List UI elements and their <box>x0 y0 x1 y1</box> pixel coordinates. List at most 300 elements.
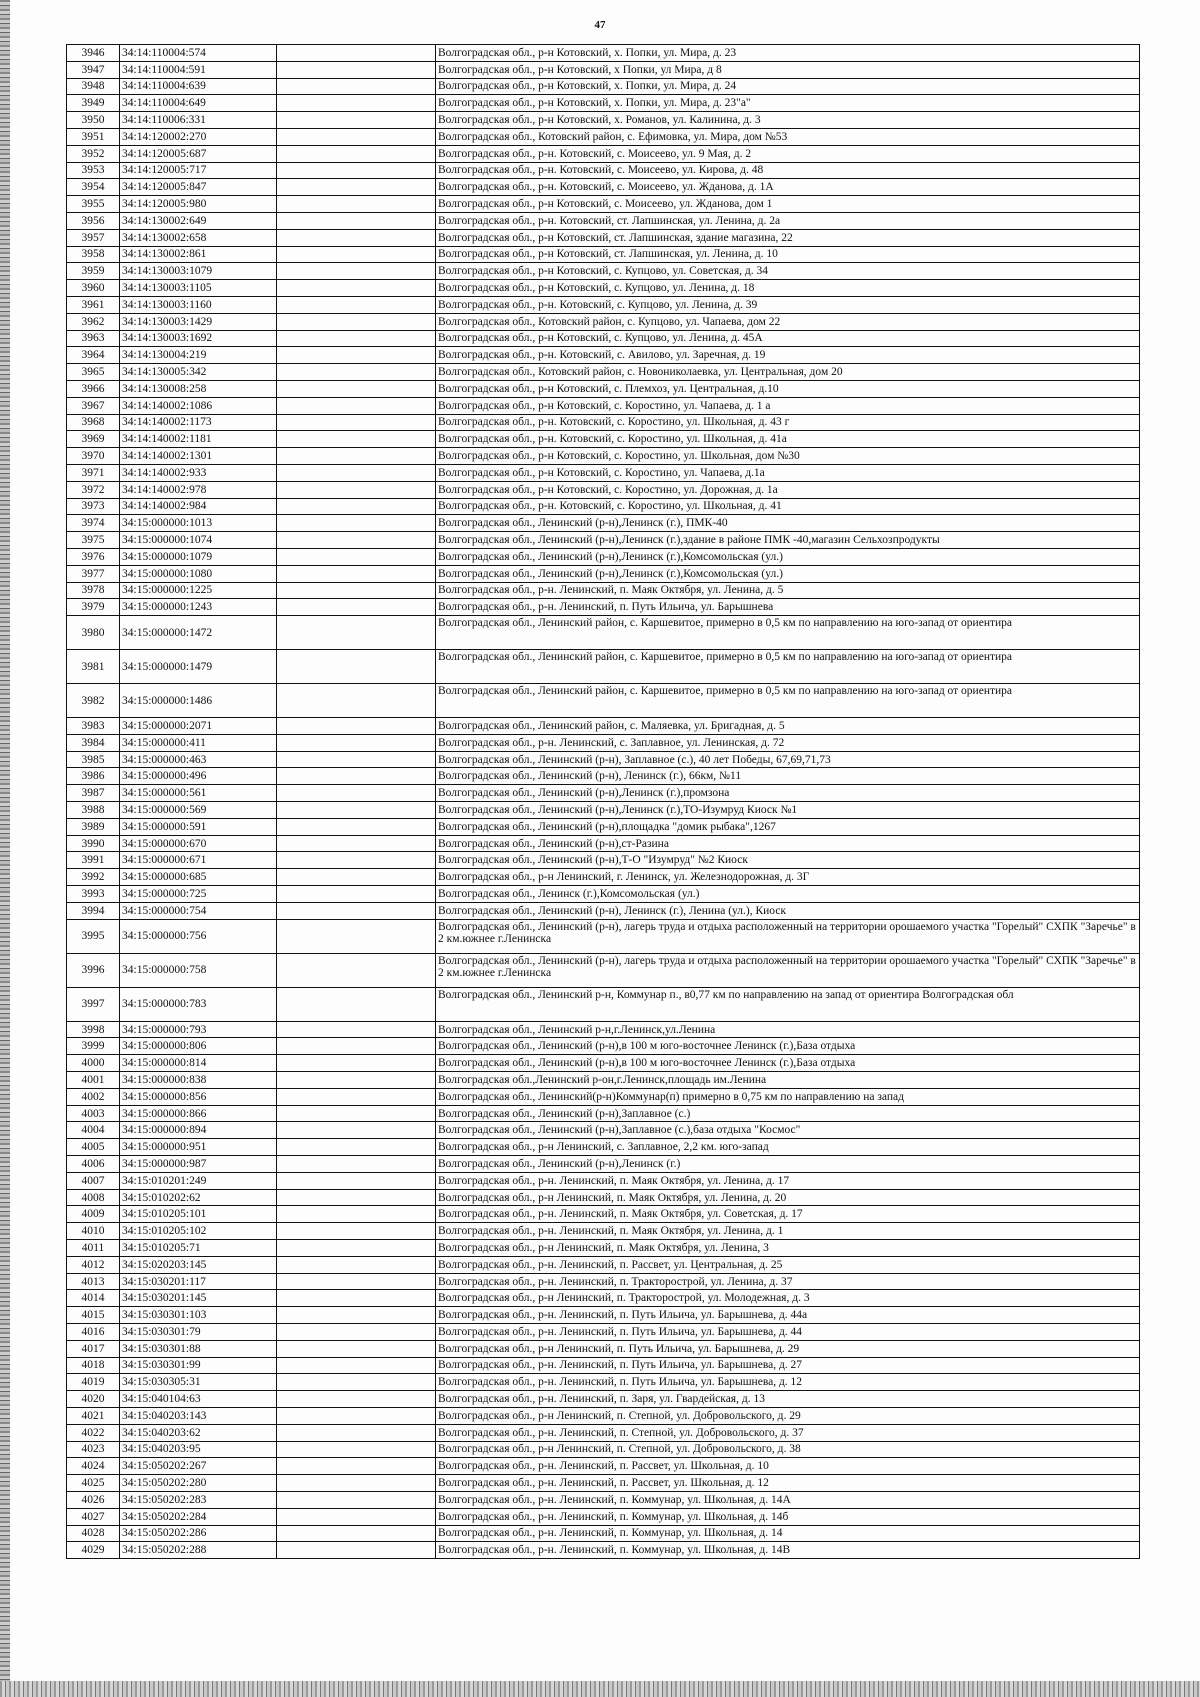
empty-cell <box>277 128 436 145</box>
table-row <box>67 212 1140 229</box>
table-row <box>67 380 1140 397</box>
table-row <box>67 313 1140 330</box>
cadastral-number-cell: 34:15:000000:463 <box>120 751 277 768</box>
empty-cell <box>277 347 436 364</box>
address-cell: Волгоградская обл., Ленинский (р-н),Ленинск (г.), ПМК-40 <box>436 515 1140 532</box>
registry-table <box>66 44 1140 1559</box>
row-number-cell: 4015 <box>67 1307 120 1324</box>
cadastral-number-cell: 34:14:130003:1105 <box>120 280 277 297</box>
empty-cell <box>277 1273 436 1290</box>
empty-cell <box>277 599 436 616</box>
cadastral-number-cell: 34:15:000000:1486 <box>120 684 277 718</box>
address-cell: Волгоградская обл., Котовский район, с. Ефимовка, ул. Мира, дом №53 <box>436 128 1140 145</box>
address-cell: Волгоградская обл., Ленинский (р-н),Ленинск (г.),ТО-Изумруд Киоск №1 <box>436 802 1140 819</box>
empty-cell <box>277 1374 436 1391</box>
address-cell: Волгоградская обл., р-н. Ленинский, п. Рассвет, ул. Центральная, д. 25 <box>436 1256 1140 1273</box>
table-row <box>67 229 1140 246</box>
table-row <box>67 1424 1140 1441</box>
empty-cell <box>277 987 436 1021</box>
cadastral-number-cell: 34:15:000000:793 <box>120 1021 277 1038</box>
empty-cell <box>277 162 436 179</box>
table-row <box>67 296 1140 313</box>
row-number-cell: 3993 <box>67 886 120 903</box>
table-row <box>67 902 1140 919</box>
table-row <box>67 1172 1140 1189</box>
empty-cell <box>277 1105 436 1122</box>
address-cell: Волгоградская обл., р-н. Ленинский, п. Путь Ильича, ул. Барышнева, д. 44 <box>436 1324 1140 1341</box>
address-cell: Волгоградская обл., Ленинский (р-н), Ленинск (г.), 66км, №11 <box>436 768 1140 785</box>
cadastral-number-cell: 34:15:010205:71 <box>120 1240 277 1257</box>
table-row <box>67 45 1140 62</box>
table-row <box>67 1038 1140 1055</box>
empty-cell <box>277 1072 436 1089</box>
cadastral-number-cell: 34:15:010201:249 <box>120 1172 277 1189</box>
cadastral-number-cell: 34:15:000000:814 <box>120 1055 277 1072</box>
row-number-cell: 4011 <box>67 1240 120 1257</box>
address-cell: Волгоградская обл., р-н. Котовский, с. Моисеево, ул. Кирова, д. 48 <box>436 162 1140 179</box>
table-row <box>67 1055 1140 1072</box>
table-row <box>67 1542 1140 1559</box>
cadastral-number-cell: 34:15:000000:783 <box>120 987 277 1021</box>
row-number-cell: 3965 <box>67 364 120 381</box>
table-row <box>67 802 1140 819</box>
address-cell: Волгоградская обл., Ленинский (р-н),Ленинск (г.),промзона <box>436 785 1140 802</box>
empty-cell <box>277 229 436 246</box>
cadastral-number-cell: 34:15:030301:88 <box>120 1340 277 1357</box>
table-row <box>67 1374 1140 1391</box>
cadastral-number-cell: 34:15:030201:145 <box>120 1290 277 1307</box>
address-cell: Волгоградская обл., Ленинский (р-н), лагерь труда и отдыха расположенный на территории орошаемого участка "Горелый" СХПК "Заречье" в 2 км.южнее г.Ленинска <box>436 919 1140 953</box>
row-number-cell: 3964 <box>67 347 120 364</box>
address-cell: Волгоградская обл., р-н. Ленинский, п. Маяк Октября, ул. Ленина, д. 17 <box>436 1172 1140 1189</box>
address-cell: Волгоградская обл., р-н Ленинский, с. Заплавное, 2,2 км. юго-запад <box>436 1139 1140 1156</box>
table-row <box>67 987 1140 1021</box>
empty-cell <box>277 1458 436 1475</box>
cadastral-number-cell: 34:15:050202:283 <box>120 1491 277 1508</box>
empty-cell <box>277 296 436 313</box>
row-number-cell: 4003 <box>67 1105 120 1122</box>
empty-cell <box>277 1156 436 1173</box>
empty-cell <box>277 1189 436 1206</box>
empty-cell <box>277 263 436 280</box>
row-number-cell: 3974 <box>67 515 120 532</box>
table-row <box>67 246 1140 263</box>
address-cell: Волгоградская обл., р-н. Ленинский, п. Коммунар, ул. Школьная, д. 14б <box>436 1508 1140 1525</box>
cadastral-number-cell: 34:14:130003:1079 <box>120 263 277 280</box>
table-row <box>67 886 1140 903</box>
row-number-cell: 3946 <box>67 45 120 62</box>
row-number-cell: 4025 <box>67 1475 120 1492</box>
address-cell: Волгоградская обл., р-н Котовский, с. Коростино, ул. Чапаева, д.1а <box>436 464 1140 481</box>
cadastral-number-cell: 34:14:110004:639 <box>120 78 277 95</box>
address-cell: Волгоградская обл., р-н Ленинский, п. Маяк Октября, ул. Ленина, д. 20 <box>436 1189 1140 1206</box>
table-row <box>67 1223 1140 1240</box>
address-cell: Волгоградская обл., Ленинский район, с. Каршевитое, примерно в 0,5 км по направлению на юго-запад от ориентира <box>436 650 1140 684</box>
table-row <box>67 95 1140 112</box>
cadastral-number-cell: 34:15:040104:63 <box>120 1391 277 1408</box>
table-row <box>67 364 1140 381</box>
cadastral-number-cell: 34:15:000000:411 <box>120 734 277 751</box>
address-cell: Волгоградская обл., р-н Ленинский, п. Степной, ул. Добровольского, д. 29 <box>436 1407 1140 1424</box>
cadastral-number-cell: 34:14:130002:649 <box>120 212 277 229</box>
cadastral-number-cell: 34:15:050202:280 <box>120 1475 277 1492</box>
address-cell: Волгоградская обл., Котовский район, с. Купцово, ул. Чапаева, дом 22 <box>436 313 1140 330</box>
cadastral-number-cell: 34:14:130008:258 <box>120 380 277 397</box>
table-row <box>67 179 1140 196</box>
row-number-cell: 4010 <box>67 1223 120 1240</box>
empty-cell <box>277 650 436 684</box>
address-cell: Волгоградская обл., р-н Ленинский, г. Ленинск, ул. Железнодорожная, д. 3Г <box>436 869 1140 886</box>
row-number-cell: 4029 <box>67 1542 120 1559</box>
row-number-cell: 3996 <box>67 953 120 987</box>
address-cell: Волгоградская обл., Ленинский район, с. Маляевка, ул. Бригадная, д. 5 <box>436 718 1140 735</box>
empty-cell <box>277 498 436 515</box>
row-number-cell: 4014 <box>67 1290 120 1307</box>
table-row <box>67 1441 1140 1458</box>
row-number-cell: 3983 <box>67 718 120 735</box>
scan-left-edge <box>0 0 10 1697</box>
empty-cell <box>277 380 436 397</box>
empty-cell <box>277 1475 436 1492</box>
address-cell: Волгоградская обл., р-н. Ленинский, п. Заря, ул. Гвардейская, д. 13 <box>436 1391 1140 1408</box>
cadastral-number-cell: 34:15:000000:725 <box>120 886 277 903</box>
empty-cell <box>277 785 436 802</box>
address-cell: Волгоградская обл., р-н Котовский, ст. Лапшинская, здание магазина, 22 <box>436 229 1140 246</box>
address-cell: Волгоградская обл., р-н. Ленинский, п. Коммунар, ул. Школьная, д. 14В <box>436 1542 1140 1559</box>
table-row <box>67 835 1140 852</box>
cadastral-number-cell: 34:15:050202:286 <box>120 1525 277 1542</box>
row-number-cell: 3962 <box>67 313 120 330</box>
address-cell: Волгоградская обл., р-н Котовский, х. Попки, ул. Мира, д. 23"а" <box>436 95 1140 112</box>
empty-cell <box>277 1290 436 1307</box>
row-number-cell: 4026 <box>67 1491 120 1508</box>
row-number-cell: 3995 <box>67 919 120 953</box>
empty-cell <box>277 246 436 263</box>
table-row <box>67 953 1140 987</box>
cadastral-number-cell: 34:15:050202:284 <box>120 1508 277 1525</box>
cadastral-number-cell: 34:15:000000:894 <box>120 1122 277 1139</box>
address-cell: Волгоградская обл., р-н Котовский, с. Коростино, ул. Чапаева, д. 1 а <box>436 397 1140 414</box>
empty-cell <box>277 1525 436 1542</box>
cadastral-number-cell: 34:14:110004:649 <box>120 95 277 112</box>
row-number-cell: 4028 <box>67 1525 120 1542</box>
row-number-cell: 4009 <box>67 1206 120 1223</box>
cadastral-number-cell: 34:14:110004:574 <box>120 45 277 62</box>
address-cell: Волгоградская обл., р-н. Ленинский, п. Маяк Октября, ул. Ленина, д. 5 <box>436 582 1140 599</box>
table-row <box>67 532 1140 549</box>
cadastral-number-cell: 34:15:000000:496 <box>120 768 277 785</box>
cadastral-number-cell: 34:14:140002:1181 <box>120 431 277 448</box>
empty-cell <box>277 397 436 414</box>
address-cell: Волгоградская обл., Ленинск (г.),Комсомольская (ул.) <box>436 886 1140 903</box>
table-row <box>67 1256 1140 1273</box>
empty-cell <box>277 145 436 162</box>
row-number-cell: 3959 <box>67 263 120 280</box>
row-number-cell: 3955 <box>67 196 120 213</box>
table-row <box>67 1525 1140 1542</box>
row-number-cell: 3981 <box>67 650 120 684</box>
cadastral-number-cell: 34:14:110004:591 <box>120 61 277 78</box>
table-row <box>67 280 1140 297</box>
empty-cell <box>277 616 436 650</box>
address-cell: Волгоградская обл., Ленинский (р-н),в 100 м юго-восточнее Ленинск (г.),База отдыха <box>436 1055 1140 1072</box>
table-row <box>67 431 1140 448</box>
scan-bottom-edge <box>0 1681 1200 1697</box>
row-number-cell: 3966 <box>67 380 120 397</box>
row-number-cell: 3989 <box>67 818 120 835</box>
cadastral-number-cell: 34:15:000000:951 <box>120 1139 277 1156</box>
row-number-cell: 3975 <box>67 532 120 549</box>
cadastral-number-cell: 34:15:010205:102 <box>120 1223 277 1240</box>
address-cell: Волгоградская обл., р-н Котовский, с. Моисеево, ул. Жданова, дом 1 <box>436 196 1140 213</box>
address-cell: Волгоградская обл., р-н Котовский, с. Купцово, ул. Ленина, д. 45А <box>436 330 1140 347</box>
empty-cell <box>277 869 436 886</box>
cadastral-number-cell: 34:14:130003:1160 <box>120 296 277 313</box>
cadastral-number-cell: 34:15:010202:62 <box>120 1189 277 1206</box>
table-row <box>67 397 1140 414</box>
table-row <box>67 1357 1140 1374</box>
table-row <box>67 145 1140 162</box>
empty-cell <box>277 1139 436 1156</box>
empty-cell <box>277 1122 436 1139</box>
empty-cell <box>277 565 436 582</box>
row-number-cell: 3972 <box>67 481 120 498</box>
address-cell: Волгоградская обл., р-н Котовский, с. Купцово, ул. Советская, д. 34 <box>436 263 1140 280</box>
table-row <box>67 616 1140 650</box>
cadastral-number-cell: 34:15:040203:143 <box>120 1407 277 1424</box>
cadastral-number-cell: 34:15:030301:79 <box>120 1324 277 1341</box>
address-cell: Волгоградская обл., р-н. Ленинский, п. Тракторострой, ул. Ленина, д. 37 <box>436 1273 1140 1290</box>
address-cell: Волгоградская обл., р-н. Котовский, с. Коростино, ул. Школьная, д. 41 <box>436 498 1140 515</box>
address-cell: Волгоградская обл., Ленинский (р-н), лагерь труда и отдыха расположенный на территории орошаемого участка "Горелый" СХПК "Заречье" в 2 км.южнее г.Ленинска <box>436 953 1140 987</box>
cadastral-number-cell: 34:14:140002:978 <box>120 481 277 498</box>
row-number-cell: 3997 <box>67 987 120 1021</box>
table-row <box>67 718 1140 735</box>
empty-cell <box>277 1088 436 1105</box>
address-cell: Волгоградская обл., Ленинский (р-н), Заплавное (с.), 40 лет Победы, 67,69,71,73 <box>436 751 1140 768</box>
row-number-cell: 3954 <box>67 179 120 196</box>
table-row <box>67 464 1140 481</box>
row-number-cell: 3967 <box>67 397 120 414</box>
row-number-cell: 3994 <box>67 902 120 919</box>
cadastral-number-cell: 34:15:000000:806 <box>120 1038 277 1055</box>
row-number-cell: 4016 <box>67 1324 120 1341</box>
cadastral-number-cell: 34:14:120005:717 <box>120 162 277 179</box>
empty-cell <box>277 431 436 448</box>
table-row <box>67 818 1140 835</box>
address-cell: Волгоградская обл., Ленинский (р-н), Ленинск (г.), Ленина (ул.), Киоск <box>436 902 1140 919</box>
cadastral-number-cell: 34:14:140002:1086 <box>120 397 277 414</box>
row-number-cell: 3984 <box>67 734 120 751</box>
row-number-cell: 4012 <box>67 1256 120 1273</box>
empty-cell <box>277 751 436 768</box>
address-cell: Волгоградская обл., Ленинский(р-н)Коммунар(п) примерно в 0,75 км по направлению на запад <box>436 1088 1140 1105</box>
cadastral-number-cell: 34:15:000000:987 <box>120 1156 277 1173</box>
empty-cell <box>277 1021 436 1038</box>
cadastral-number-cell: 34:15:030301:99 <box>120 1357 277 1374</box>
empty-cell <box>277 768 436 785</box>
cadastral-number-cell: 34:15:000000:671 <box>120 852 277 869</box>
table-row <box>67 768 1140 785</box>
address-cell: Волгоградская обл., р-н Котовский, х Попки, ул Мира, д 8 <box>436 61 1140 78</box>
empty-cell <box>277 802 436 819</box>
address-cell: Волгоградская обл., р-н Котовский, с. Коростино, ул. Школьная, дом №30 <box>436 448 1140 465</box>
empty-cell <box>277 1307 436 1324</box>
cadastral-number-cell: 34:15:000000:1479 <box>120 650 277 684</box>
cadastral-number-cell: 34:14:130004:219 <box>120 347 277 364</box>
row-number-cell: 4024 <box>67 1458 120 1475</box>
address-cell: Волгоградская обл., р-н Котовский, с. Племхоз, ул. Центральная, д.10 <box>436 380 1140 397</box>
cadastral-number-cell: 34:14:140002:1301 <box>120 448 277 465</box>
table-row <box>67 1324 1140 1341</box>
table-row <box>67 684 1140 718</box>
table-row <box>67 1273 1140 1290</box>
empty-cell <box>277 1055 436 1072</box>
empty-cell <box>277 1407 436 1424</box>
row-number-cell: 3973 <box>67 498 120 515</box>
cadastral-number-cell: 34:15:000000:1074 <box>120 532 277 549</box>
table-row <box>67 548 1140 565</box>
cadastral-number-cell: 34:15:000000:591 <box>120 818 277 835</box>
empty-cell <box>277 464 436 481</box>
address-cell: Волгоградская обл., р-н Котовский, с. Купцово, ул. Ленина, д. 18 <box>436 280 1140 297</box>
row-number-cell: 3953 <box>67 162 120 179</box>
empty-cell <box>277 1223 436 1240</box>
address-cell: Волгоградская обл., Котовский район, с. Новониколаевка, ул. Центральная, дом 20 <box>436 364 1140 381</box>
empty-cell <box>277 1172 436 1189</box>
row-number-cell: 3980 <box>67 616 120 650</box>
table-row <box>67 1156 1140 1173</box>
row-number-cell: 4018 <box>67 1357 120 1374</box>
table-row <box>67 734 1140 751</box>
address-cell: Волгоградская обл., Ленинский (р-н),площадка "домик рыбака",1267 <box>436 818 1140 835</box>
empty-cell <box>277 515 436 532</box>
address-cell: Волгоградская обл., р-н. Котовский, с. Коростино, ул. Школьная, д. 43 г <box>436 414 1140 431</box>
table-row <box>67 481 1140 498</box>
table-row <box>67 919 1140 953</box>
row-number-cell: 4002 <box>67 1088 120 1105</box>
empty-cell <box>277 45 436 62</box>
cadastral-number-cell: 34:15:000000:1080 <box>120 565 277 582</box>
empty-cell <box>277 448 436 465</box>
address-cell: Волгоградская обл., р-н. Котовский, ст. Лапшинская, ул. Ленина, д. 2а <box>436 212 1140 229</box>
address-cell: Волгоградская обл., р-н Котовский, с. Коростино, ул. Дорожная, д. 1а <box>436 481 1140 498</box>
row-number-cell: 3978 <box>67 582 120 599</box>
empty-cell <box>277 718 436 735</box>
cadastral-number-cell: 34:15:000000:754 <box>120 902 277 919</box>
row-number-cell: 3998 <box>67 1021 120 1038</box>
row-number-cell: 4022 <box>67 1424 120 1441</box>
empty-cell <box>277 734 436 751</box>
row-number-cell: 3960 <box>67 280 120 297</box>
registry-table-body <box>67 45 1140 1559</box>
cadastral-number-cell: 34:15:000000:856 <box>120 1088 277 1105</box>
table-row <box>67 1458 1140 1475</box>
row-number-cell: 3977 <box>67 565 120 582</box>
address-cell: Волгоградская обл., р-н. Ленинский, п. Маяк Октября, ул. Ленина, д. 1 <box>436 1223 1140 1240</box>
address-cell: Волгоградская обл., р-н. Котовский, с. Моисеево, ул. 9 Мая, д. 2 <box>436 145 1140 162</box>
address-cell: Волгоградская обл., Ленинский (р-н),в 100 м юго-восточнее Ленинск (г.),База отдыха <box>436 1038 1140 1055</box>
cadastral-number-cell: 34:14:130003:1429 <box>120 313 277 330</box>
empty-cell <box>277 835 436 852</box>
row-number-cell: 3990 <box>67 835 120 852</box>
address-cell: Волгоградская обл., р-н. Ленинский, п. Коммунар, ул. Школьная, д. 14 <box>436 1525 1140 1542</box>
row-number-cell: 3969 <box>67 431 120 448</box>
row-number-cell: 3951 <box>67 128 120 145</box>
address-cell: Волгоградская обл., р-н. Ленинский, п. Степной, ул. Добровольского, д. 37 <box>436 1424 1140 1441</box>
cadastral-number-cell: 34:15:000000:561 <box>120 785 277 802</box>
empty-cell <box>277 1256 436 1273</box>
empty-cell <box>277 1542 436 1559</box>
empty-cell <box>277 1324 436 1341</box>
table-row <box>67 1307 1140 1324</box>
address-cell: Волгоградская обл., р-н. Котовский, с. Коростино, ул. Школьная, д. 41а <box>436 431 1140 448</box>
empty-cell <box>277 112 436 129</box>
row-number-cell: 4013 <box>67 1273 120 1290</box>
row-number-cell: 3999 <box>67 1038 120 1055</box>
cadastral-number-cell: 34:14:140002:984 <box>120 498 277 515</box>
row-number-cell: 3970 <box>67 448 120 465</box>
address-cell: Волгоградская обл., Ленинский (р-н),Ленинск (г.),здание в районе ПМК -40,магазин Сельхозпродукты <box>436 532 1140 549</box>
cadastral-number-cell: 34:15:000000:1472 <box>120 616 277 650</box>
row-number-cell: 3992 <box>67 869 120 886</box>
empty-cell <box>277 1038 436 1055</box>
cadastral-number-cell: 34:15:000000:670 <box>120 835 277 852</box>
cadastral-number-cell: 34:15:000000:838 <box>120 1072 277 1089</box>
address-cell: Волгоградская обл.,Ленинский р-он,г.Ленинск,площадь им.Ленина <box>436 1072 1140 1089</box>
table-row <box>67 162 1140 179</box>
address-cell: Волгоградская обл., р-н. Ленинский, п. Рассвет, ул. Школьная, д. 12 <box>436 1475 1140 1492</box>
table-row <box>67 347 1140 364</box>
table-row <box>67 1206 1140 1223</box>
table-row <box>67 498 1140 515</box>
address-cell: Волгоградская обл., р-н Ленинский, п. Тракторострой, ул. Молодежная, д. 3 <box>436 1290 1140 1307</box>
cadastral-number-cell: 34:15:000000:569 <box>120 802 277 819</box>
empty-cell <box>277 414 436 431</box>
address-cell: Волгоградская обл., р-н Котовский, х. Романов, ул. Калинина, д. 3 <box>436 112 1140 129</box>
cadastral-number-cell: 34:15:000000:1243 <box>120 599 277 616</box>
cadastral-number-cell: 34:15:050202:288 <box>120 1542 277 1559</box>
row-number-cell: 3947 <box>67 61 120 78</box>
table-row <box>67 785 1140 802</box>
empty-cell <box>277 1424 436 1441</box>
empty-cell <box>277 1508 436 1525</box>
address-cell: Волгоградская обл., р-н. Котовский, с. Авилово, ул. Заречная, д. 19 <box>436 347 1140 364</box>
address-cell: Волгоградская обл., Ленинский (р-н),Заплавное (с.) <box>436 1105 1140 1122</box>
row-number-cell: 4020 <box>67 1391 120 1408</box>
address-cell: Волгоградская обл., р-н. Ленинский, с. Заплавное, ул. Ленинская, д. 72 <box>436 734 1140 751</box>
cadastral-number-cell: 34:14:130003:1692 <box>120 330 277 347</box>
address-cell: Волгоградская обл., р-н. Котовский, с. Моисеево, ул. Жданова, д. 1А <box>436 179 1140 196</box>
row-number-cell: 4005 <box>67 1139 120 1156</box>
address-cell: Волгоградская обл., р-н Ленинский, п. Степной, ул. Добровольского, д. 38 <box>436 1441 1140 1458</box>
table-row <box>67 1340 1140 1357</box>
cadastral-number-cell: 34:15:030301:103 <box>120 1307 277 1324</box>
empty-cell <box>277 95 436 112</box>
cadastral-number-cell: 34:14:120005:687 <box>120 145 277 162</box>
empty-cell <box>277 902 436 919</box>
table-row <box>67 565 1140 582</box>
row-number-cell: 3976 <box>67 548 120 565</box>
row-number-cell: 4008 <box>67 1189 120 1206</box>
row-number-cell: 3982 <box>67 684 120 718</box>
address-cell: Волгоградская обл., Ленинский (р-н),Заплавное (с.),база отдыха "Космос" <box>436 1122 1140 1139</box>
table-row <box>67 599 1140 616</box>
row-number-cell: 3952 <box>67 145 120 162</box>
cadastral-number-cell: 34:15:040203:95 <box>120 1441 277 1458</box>
empty-cell <box>277 684 436 718</box>
table-row <box>67 650 1140 684</box>
